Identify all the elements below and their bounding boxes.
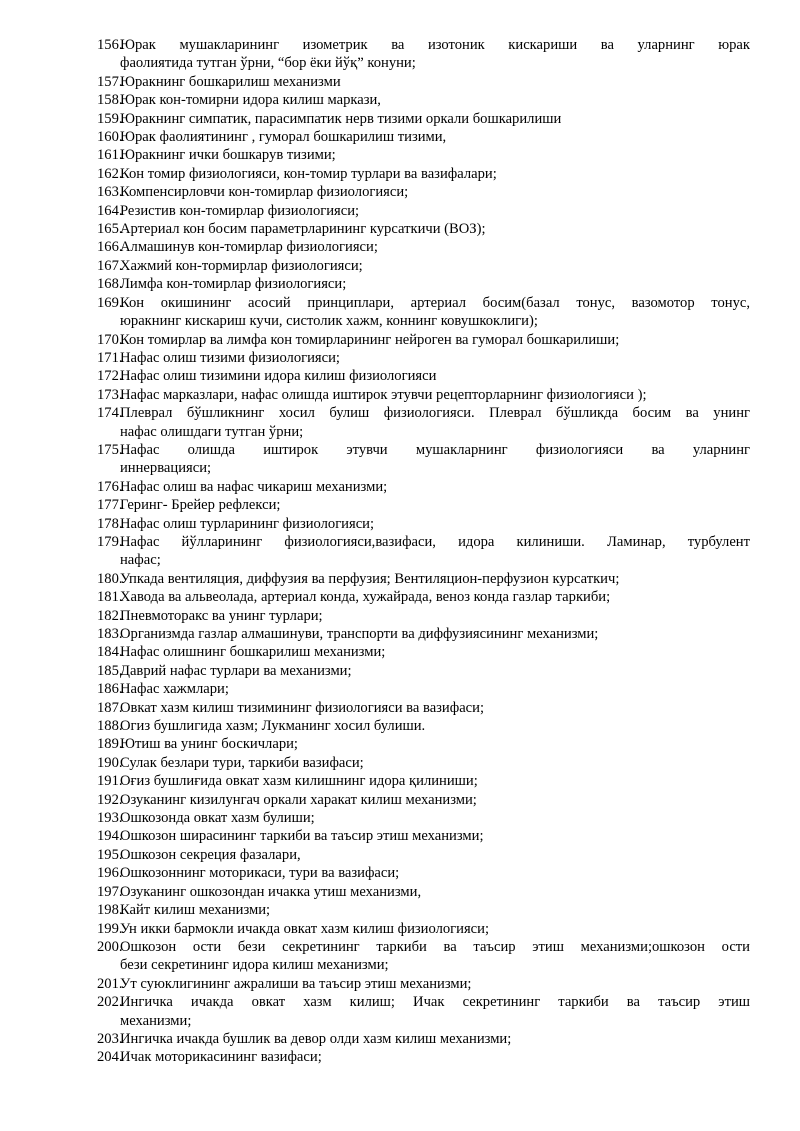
list-item <box>0 146 800 164</box>
item-number: 184. <box>97 644 123 661</box>
item-text: Нафас хажмлари; <box>120 681 229 698</box>
list-item <box>0 349 800 367</box>
item-text: Ун икки бармокли ичакда овкат хазм килиш физиологияси; <box>120 920 490 937</box>
item-text: Юрак фаолиятининг , гуморал бошкарилиш тизими, <box>120 129 447 146</box>
item-text: Нафас олиш тизими физиологияси; <box>120 349 340 366</box>
item-text-continued: юракнинг кискариш кучи, систолик хажм, коннинг ковушкоклиги); <box>120 313 538 330</box>
item-number: 157. <box>97 73 123 90</box>
item-number: 192. <box>97 791 123 808</box>
item-text: Ичак моторикасининг вазифаси; <box>120 1049 322 1066</box>
item-number: 195. <box>97 846 123 863</box>
item-text: Ут суюклигининг ажралиши ва таъсир этиш механизми; <box>120 975 472 992</box>
item-text: Юрак кон-томирни идора килиш маркази, <box>120 92 381 109</box>
list-item <box>0 367 800 385</box>
item-number: 204. <box>97 1049 123 1066</box>
list-item <box>0 846 800 864</box>
document-page <box>0 36 800 1067</box>
item-number: 203. <box>97 1030 123 1047</box>
list-item <box>0 864 800 882</box>
list-item <box>0 1048 800 1066</box>
item-number: 178. <box>97 515 123 532</box>
list-item <box>0 165 800 183</box>
item-text: Ошкозон ости бези секретининг таркиби ва таъсир этиш механизми;ошкозон ости <box>120 938 750 955</box>
item-number: 175. <box>97 441 123 458</box>
list-item <box>0 883 800 901</box>
list-item <box>0 73 800 91</box>
item-number: 164. <box>97 202 123 219</box>
item-number: 190. <box>97 754 123 771</box>
item-number: 160. <box>97 129 123 146</box>
list-item <box>0 938 800 975</box>
list-item <box>0 478 800 496</box>
item-text: Кон томирлар ва лимфа кон томирларининг нейроген ва гуморал бошкарилиши; <box>120 331 620 348</box>
list-item <box>0 570 800 588</box>
item-text: Упкада вентиляция, диффузия ва перфузия; Вентиляцион-перфузион курсаткич; <box>120 570 620 587</box>
item-number: 177. <box>97 497 123 514</box>
item-text: Нафас олиш турларининг физиологияси; <box>120 515 375 532</box>
item-text: Ошкозоннинг моторикаси, тури ва вазифаси; <box>120 865 400 882</box>
item-text: Озуканинг ошкозондан ичакка утиш механизми, <box>120 883 422 900</box>
item-number: 186. <box>97 681 123 698</box>
list-item <box>0 993 800 1030</box>
item-number: 162. <box>97 165 123 182</box>
item-number: 159. <box>97 110 123 127</box>
item-number: 179. <box>97 533 123 550</box>
item-number: 174. <box>97 405 123 422</box>
item-text: Огиз бушлигида хазм; Лукманинг хосил булиши. <box>120 718 426 735</box>
item-number: 199. <box>97 920 123 937</box>
item-number: 165. <box>97 221 123 238</box>
item-text-continued: иннервацияси; <box>120 460 212 477</box>
list-item <box>0 772 800 790</box>
item-number: 158. <box>97 92 123 109</box>
item-number: 166. <box>97 239 123 256</box>
item-number: 180. <box>97 570 123 587</box>
item-number: 173. <box>97 386 123 403</box>
item-number: 200. <box>97 938 123 955</box>
item-number: 193. <box>97 810 123 827</box>
item-number: 191. <box>97 773 123 790</box>
item-text: Нафас олиш ва нафас чикариш механизми; <box>120 478 388 495</box>
item-number: 198. <box>97 902 123 919</box>
item-text-continued: нафас; <box>120 552 161 569</box>
item-text: Юрак мушакларининг изометрик ва изотоник кискариши ва уларнинг юрак <box>120 37 750 53</box>
item-text: Артериал кон босим параметрларининг курсаткичи (ВОЗ); <box>120 221 486 238</box>
list-item <box>0 680 800 698</box>
list-item <box>0 386 800 404</box>
item-number: 161. <box>97 147 123 164</box>
list-item <box>0 975 800 993</box>
item-text: Организмда газлар алмашинуви, транспорти ва диффузиясининг механизми; <box>120 626 599 642</box>
item-number: 189. <box>97 736 123 753</box>
item-text: Озуканинг кизилунгач оркали харакат килиш механизми; <box>120 791 477 808</box>
item-text: Даврий нафас турлари ва механизми; <box>120 662 352 679</box>
item-text: Ошкозон ширасининг таркиби ва таъсир этиш механизми; <box>120 828 484 845</box>
item-number: 182. <box>97 607 123 624</box>
item-number: 171. <box>97 349 123 366</box>
item-text: Нафас марказлари, нафас олишда иштирок этувчи рецепторларнинг физиологияси ); <box>120 386 647 403</box>
list-item <box>0 36 800 73</box>
item-text: Ингичка ичакда бушлик ва девор олди хазм килиш механизми; <box>120 1030 512 1047</box>
item-text: Нафас олиш тизимини идора килиш физиологияси <box>120 368 437 385</box>
item-text: Юракнинг ички бошкарув тизими; <box>120 147 336 164</box>
list-item <box>0 110 800 128</box>
item-text: Кайт килиш механизми; <box>120 902 271 919</box>
item-text: Ошкозонда овкат хазм булиши; <box>120 810 315 827</box>
list-item <box>0 662 800 680</box>
item-text: Сулак безлари тури, таркиби вазифаси; <box>120 754 364 771</box>
item-text: Нафас йўлларининг физиологияси,вазифаси, идора килиниши. Ламинар, турбулент <box>120 533 750 550</box>
list-item <box>0 717 800 735</box>
item-number: 183. <box>97 626 123 642</box>
item-number: 170. <box>97 331 123 348</box>
item-text: Оғиз бушлиғида овкат хазм килишнинг идора қилиниши; <box>120 773 478 790</box>
list-item <box>0 735 800 753</box>
item-text: Ютиш ва унинг боскичлари; <box>120 736 298 753</box>
item-text: Юракнинг бошкарилиш механизми <box>120 73 341 90</box>
item-text: Алмашинув кон-томирлар физиологияси; <box>120 239 378 256</box>
item-number: 196. <box>97 865 123 882</box>
list-item <box>0 183 800 201</box>
item-number: 194. <box>97 828 123 845</box>
list-item <box>0 809 800 827</box>
list-item <box>0 331 800 349</box>
item-text-continued: фаолиятида тутган ўрни, “бор ёки йўқ” конуни; <box>120 55 416 72</box>
item-text: Ошкозон секреция фазалари, <box>120 846 301 863</box>
list-item <box>0 920 800 938</box>
item-number: 169. <box>97 294 123 311</box>
item-number: 202. <box>97 994 123 1011</box>
list-item <box>0 257 800 275</box>
item-number: 187. <box>97 699 123 716</box>
list-item <box>0 404 800 441</box>
item-number: 201. <box>97 975 123 992</box>
list-item <box>0 220 800 238</box>
item-text-continued: нафас олишдаги тутган ўрни; <box>120 423 304 440</box>
item-number: 163. <box>97 184 123 201</box>
item-number: 167. <box>97 257 123 274</box>
list-item <box>0 1030 800 1048</box>
item-number: 168. <box>97 276 123 293</box>
item-text: Кон томир физиологияси, кон-томир турлари ва вазифалари; <box>120 165 497 182</box>
list-item <box>0 588 800 606</box>
item-text: Юракнинг симпатик, парасимпатик нерв тизими оркали бошкарилиши <box>120 110 562 127</box>
item-text: Лимфа кон-томирлар физиологияси; <box>120 276 347 293</box>
item-text: Ингичка ичакда овкат хазм килиш; Ичак секретининг таркиби ва таъсир этиш <box>120 994 750 1011</box>
list-item <box>0 827 800 845</box>
item-number: 172. <box>97 368 123 385</box>
list-item <box>0 294 800 331</box>
item-text: Геринг- Брейер рефлекси; <box>120 497 281 514</box>
list-item <box>0 625 800 643</box>
item-text: Компенсирловчи кон-томирлар физиологияси; <box>120 184 409 201</box>
list-item <box>0 533 800 570</box>
list-item <box>0 515 800 533</box>
item-number: 156. <box>97 37 123 53</box>
list-item <box>0 901 800 919</box>
item-text: Резистив кон-томирлар физиологияси; <box>120 202 360 219</box>
list-item <box>0 238 800 256</box>
item-text: Хажмий кон-тормирлар физиологияси; <box>120 257 363 274</box>
list-item <box>0 754 800 772</box>
list-item <box>0 607 800 625</box>
item-text: Нафас олишнинг бошкарилиш механизми; <box>120 644 386 661</box>
item-text: Нафас олишда иштирок этувчи мушакларнинг физиологияси ва уларнинг <box>120 441 750 458</box>
item-text: Хавода ва альвеолада, артериал конда, хужайрада, веноз конда газлар таркиби; <box>120 589 611 606</box>
item-text: Кон окишининг асосий принциплари, артериал босим(базал тонус, вазомотор тонус, <box>120 294 750 311</box>
list-item <box>0 128 800 146</box>
list-item <box>0 791 800 809</box>
item-text-continued: механизми; <box>120 1012 192 1029</box>
item-text: Плеврал бўшликнинг хосил булиш физиологияси. Плеврал бўшликда босим ва унинг <box>120 405 750 422</box>
item-number: 176. <box>97 478 123 495</box>
item-number: 197. <box>97 883 123 900</box>
item-text-continued: бези секретининг идора килиш механизми; <box>120 957 389 974</box>
list-item <box>0 91 800 109</box>
item-number: 188. <box>97 718 123 735</box>
item-number: 181. <box>97 589 123 606</box>
list-item <box>0 441 800 478</box>
list-item <box>0 202 800 220</box>
list-item <box>0 496 800 514</box>
item-text: Пневмоторакс ва унинг турлари; <box>120 607 323 624</box>
list-item <box>0 275 800 293</box>
list-item <box>0 699 800 717</box>
list-item <box>0 643 800 661</box>
item-number: 185. <box>97 662 123 679</box>
item-text: Овкат хазм килиш тизимининг физиологияси ва вазифаси; <box>120 699 485 716</box>
